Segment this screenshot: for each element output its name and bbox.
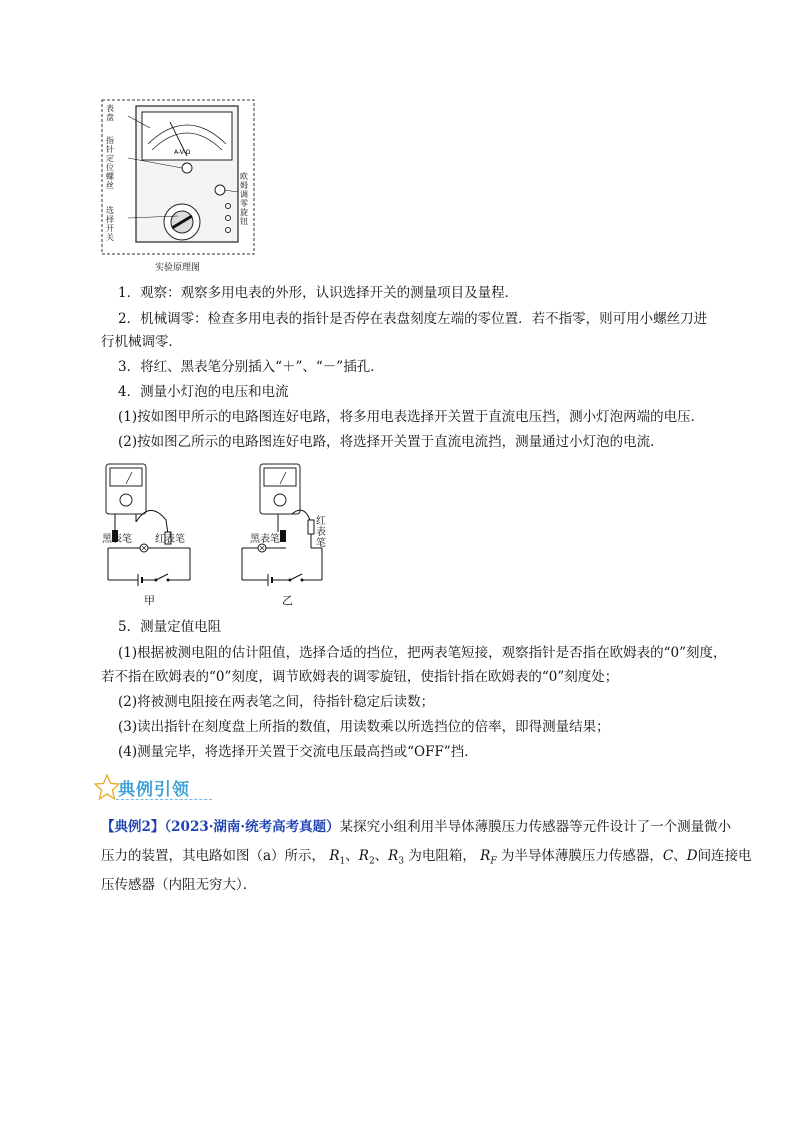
r2-subscript: 2 xyxy=(368,856,375,867)
circuit-figure-yi xyxy=(238,460,338,610)
r1-symbol: R xyxy=(329,848,340,864)
step-2-line2: 行机械调零． xyxy=(101,334,182,350)
label-pointer-screw: 指针定位螺丝 xyxy=(106,136,114,190)
step-5-1-line2: 若不指在欧姆表的“0”刻度，调节欧姆表的调零旋钮，使指针指在欧姆表的“0”刻度处； xyxy=(101,669,619,685)
r2-symbol: R xyxy=(358,848,369,864)
example-text-2a: 压力的装置，其电路如图（a）所示， xyxy=(101,848,326,864)
section-heading xyxy=(100,772,210,804)
example-text-2d: 间连接电 xyxy=(697,848,752,864)
example-text-2c: 为半导体薄膜压力传感器， xyxy=(500,848,663,864)
step-4-2: (2)按如图乙所示的电路图连好电路，将选择开关置于直流电流挡，测量通过小灯泡的电流． xyxy=(118,434,664,450)
circuit-jia-diagram xyxy=(100,460,200,590)
label-selector: 选择开关 xyxy=(106,206,114,242)
jia-red-probe: 红表笔 xyxy=(155,534,185,545)
example-line1 xyxy=(101,817,731,837)
example-line3: 压传感器（内阻无穷大）． xyxy=(101,877,257,893)
step-3: 3．将红、黑表笔分别插入“＋”、“－”插孔． xyxy=(118,359,384,375)
circuit-figure-jia xyxy=(100,460,200,610)
r1-subscript: 1 xyxy=(339,856,346,867)
multimeter-diagram xyxy=(100,98,256,258)
section-underline xyxy=(116,799,212,800)
step-2-line1: 2．机械调零：检查多用电表的指针是否停在表盘刻度左端的零位置．若不指零，则可用小螺丝刀进 xyxy=(118,311,708,327)
rf-subscript: F xyxy=(490,856,497,867)
d-symbol: D xyxy=(686,848,698,864)
example-text-1: 某探究小组利用半导体薄膜压力传感器等元件设计了一个测量微小 xyxy=(339,819,732,835)
r3-symbol: R xyxy=(388,848,399,864)
example-source: （2023·湖南·统考高考真题） xyxy=(164,819,340,835)
step-5-3: (3)读出指针在刻度盘上所指的数值，用读数乘以所选挡位的倍率，即得测量结果； xyxy=(118,719,610,735)
example-tag: 【典例2】 xyxy=(101,819,165,835)
example-line2: 压力的装置，其电路如图（a）所示， $R_1$、$R_2$、$R_3$ 为电阻箱， $R_F$ 为半导体薄膜压力传感器，C、D间连接电 xyxy=(101,848,752,867)
figure1-caption: 实验原理图 xyxy=(155,263,201,273)
multimeter-figure xyxy=(100,98,256,258)
example-text-2b: 为电阻箱， xyxy=(408,848,476,864)
dial-text: A-V-Ω xyxy=(174,149,191,156)
step-5: 5．测量定值电阻 xyxy=(118,619,222,635)
section-title: 典例引领 xyxy=(118,780,190,800)
c-symbol: C xyxy=(662,848,674,864)
step-4-1: (1)按如图甲所示的电路图连好电路，将多用电表选择开关置于直流电压挡，测小灯泡两端的电压． xyxy=(118,409,705,425)
rf-symbol: R xyxy=(480,848,491,864)
label-zero-knob: 欧姆调零旋钮 xyxy=(240,172,248,226)
yi-red-probe: 红表笔 xyxy=(316,516,326,549)
jia-black-probe: 黑表笔 xyxy=(102,534,132,545)
step-5-4: (4)测量完毕，将选择开关置于交流电压最高挡或“OFF”挡． xyxy=(118,744,478,760)
yi-black-probe: 黑表笔 xyxy=(250,534,280,545)
step-1: 1．观察：观察多用电表的外形，认识选择开关的测量项目及量程． xyxy=(118,285,519,301)
jia-caption: 甲 xyxy=(144,594,155,607)
label-dial: 表盘 xyxy=(106,104,114,122)
step-5-2: (2)将被测电阻接在两表笔之间，待指针稳定后读数； xyxy=(118,694,435,710)
star-icon xyxy=(94,774,120,800)
step-4: 4．测量小灯泡的电压和电流 xyxy=(118,384,289,400)
yi-caption: 乙 xyxy=(282,594,293,607)
step-5-1-line1: (1)根据被测电阻的估计阻值，选择合适的挡位，把两表笔短接，观察指针是否指在欧姆表的“0”刻度， xyxy=(118,645,727,661)
r3-subscript: 3 xyxy=(398,856,405,867)
